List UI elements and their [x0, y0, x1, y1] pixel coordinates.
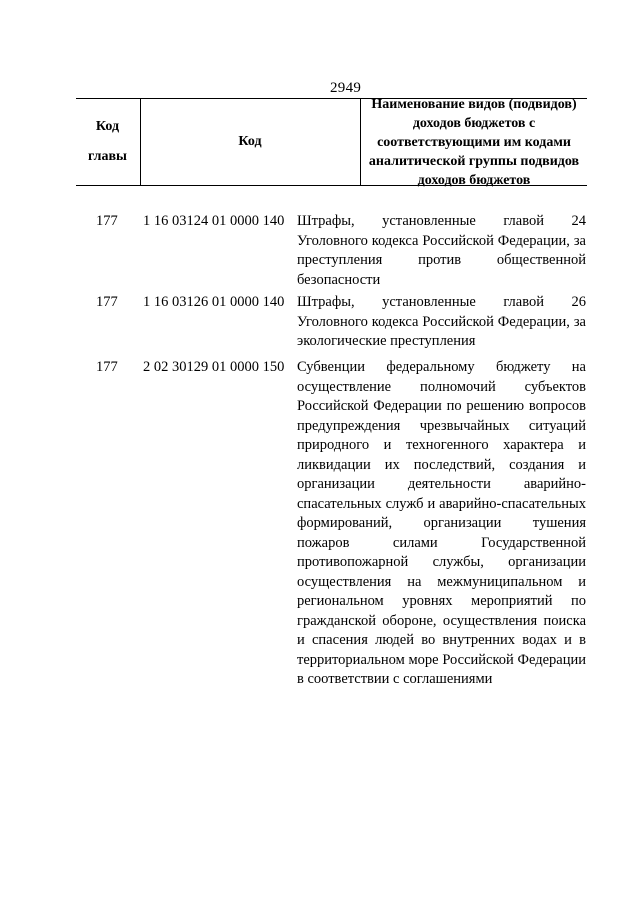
row-description: Субвенции федеральному бюджету на осуществление полномочий субъектов Российской Федерации по решению вопросов предупреждения чрезвычайных ситуаций природного и техногенного характера и ликвидации их последствий, создания и организации деятельности аварийно-спасательных служб и аварийно-спасательных формирований, организации тушения пожаров силами Государственной противопожарной службы, организации осуществления на межмуниципальном и региональном уровнях мероприятий по гражданской обороне, осуществления поиска и спасения людей во внутренних водах и в территориальном море Российской Федерации в соответствии с соглашениями [297, 359, 586, 687]
table-header [76, 98, 587, 186]
header-chapter-code [76, 99, 139, 185]
header-chapter-code-line2: главы [88, 149, 127, 164]
page-number: 2949 [330, 80, 362, 96]
row-chapter-code: 177 [96, 294, 118, 310]
row-income-code: 1 16 03126 01 0000 140 [143, 294, 285, 310]
row-income-code: 2 02 30129 01 0000 150 [143, 359, 285, 375]
row-description: Штрафы, установленные главой 24 Уголовного кодекса Российской Федерации, за преступления против общественной безопасности [297, 213, 586, 288]
row-chapter-code: 177 [96, 359, 118, 375]
row-description: Штрафы, установленные главой 26 Уголовного кодекса Российской Федерации, за экологические преступления [297, 294, 586, 349]
row-chapter-code: 177 [96, 213, 118, 229]
header-name: Наименование видов (подвидов) доходов бюджетов с соответствующими им кодами аналитической группы подвидов доходов бюджетов [368, 97, 580, 188]
row-income-code: 1 16 03124 01 0000 140 [143, 213, 285, 229]
header-code: Код [238, 134, 262, 149]
header-chapter-code-line1: Код [95, 119, 120, 134]
